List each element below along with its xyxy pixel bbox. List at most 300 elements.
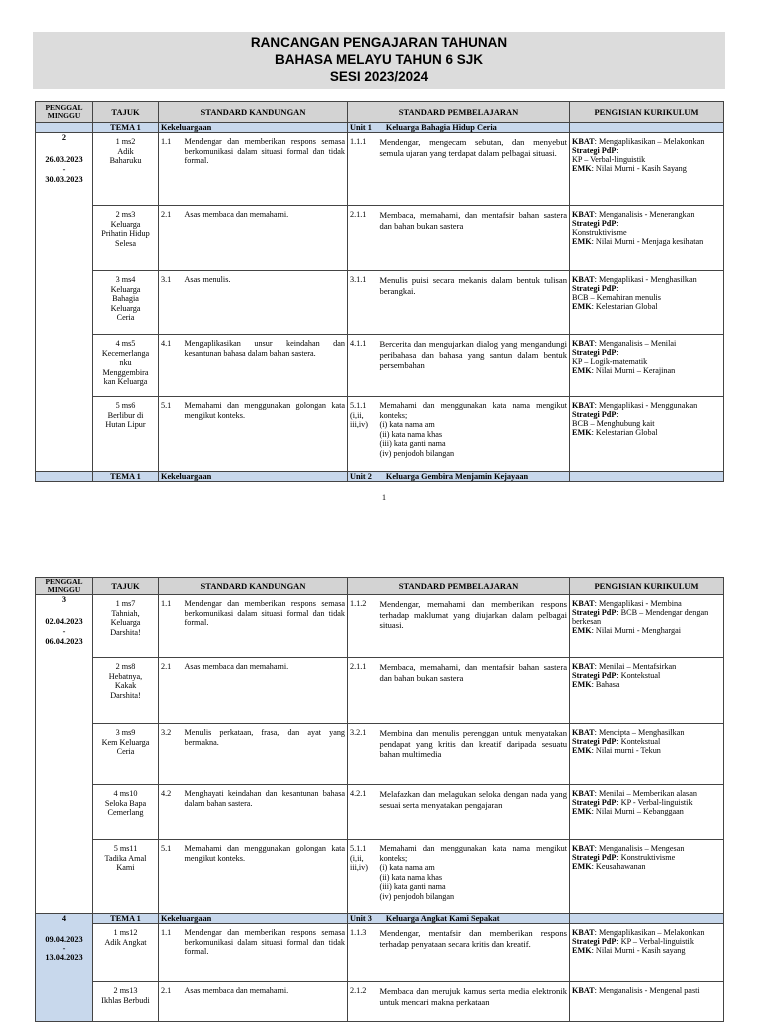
pk-line bbox=[572, 862, 721, 871]
col-header-sk: STANDARD KANDUNGAN bbox=[159, 102, 348, 123]
pk-value: : bbox=[616, 146, 619, 155]
tajuk-cell bbox=[93, 133, 159, 206]
sp-text bbox=[378, 785, 570, 840]
sk-text bbox=[183, 724, 348, 785]
pk-key: EMK bbox=[572, 626, 592, 635]
sk-number bbox=[159, 133, 183, 206]
text-line: 2.1.1 bbox=[350, 210, 367, 219]
pk-key: KBAT bbox=[572, 928, 595, 937]
pk-cell bbox=[570, 595, 724, 658]
pk-value: : KP – Verbal-linguistik bbox=[616, 937, 694, 946]
pk-cell bbox=[570, 397, 724, 472]
pk-key: Strategi PdP bbox=[572, 671, 617, 680]
pk-line bbox=[572, 789, 721, 798]
text-line: iii,iv) bbox=[350, 420, 368, 430]
text-line: Membaca dan merujuk kamus serta media elektronik untuk mencari makna perkataan bbox=[379, 986, 568, 1007]
sk-number bbox=[159, 206, 183, 271]
tema-label: TEMA 1 bbox=[93, 123, 159, 133]
text-line: (ii) kata nama khas bbox=[379, 429, 443, 439]
text-line: Hebatnya, bbox=[108, 671, 143, 681]
text-line: 5.1.1 bbox=[350, 844, 367, 853]
unit-label: Unit 1 bbox=[350, 123, 372, 132]
sp-number bbox=[348, 658, 378, 724]
pk-line bbox=[572, 146, 721, 155]
unit-cell bbox=[348, 123, 570, 133]
tema-name: Kekeluargaan bbox=[159, 472, 348, 482]
header-session: SESI 2023/2024 bbox=[329, 69, 429, 84]
text-line: 2.1.2 bbox=[350, 986, 367, 995]
pk-key: Strategi PdP bbox=[572, 608, 617, 617]
pk-key: EMK bbox=[572, 302, 592, 311]
sp-text bbox=[378, 206, 570, 271]
pk-value: : Menganalisis – Mengesan bbox=[594, 844, 685, 853]
pk-key: KBAT bbox=[572, 339, 595, 348]
lesson-row bbox=[36, 982, 724, 1022]
text-line: Prihatin Hidup bbox=[101, 229, 150, 239]
pk-value: : Menganalisis – Menilai bbox=[594, 339, 677, 348]
text-line: Memahami dan menggunakan golongan kata mengikut konteks. bbox=[184, 844, 346, 863]
text-line: 2.1.1 bbox=[350, 662, 367, 671]
text-line: Mendengar dan memberikan respons semasa berkomunikasi dalam situasi formal dan tidak formal. bbox=[184, 137, 346, 166]
sk-number bbox=[159, 271, 183, 335]
pk-line bbox=[572, 599, 721, 608]
text-line: Baharuku bbox=[109, 156, 142, 166]
sp-number bbox=[348, 397, 378, 472]
pk-value: : Mengaplikasi - Menghasilkan bbox=[594, 275, 697, 284]
text-line: 5 ms6 bbox=[115, 401, 136, 410]
sp-number bbox=[348, 595, 378, 658]
text-line: Menghayati keindahan dan kesantunan bahasa dalam bahan sastera. bbox=[184, 789, 346, 808]
text-line: Mendengar dan memberikan respons semasa berkomunikasi dalam situasi formal dan tidak formal. bbox=[184, 928, 346, 957]
text-line: (ii) kata nama khas bbox=[379, 872, 443, 882]
pk-value: Konstruktivisme bbox=[572, 228, 627, 237]
text-line: (i,ii, bbox=[350, 853, 364, 863]
pk-value: : bbox=[616, 284, 619, 293]
pk-line bbox=[572, 401, 721, 410]
pk-cell bbox=[570, 206, 724, 271]
pk-value: : Menganalisis - Mengenal pasti bbox=[594, 986, 700, 995]
pk-value: : Menilai – Mentafsirkan bbox=[594, 662, 677, 671]
col-header-minggu: PENGGAL MINGGU bbox=[36, 102, 93, 123]
week-end: 13.04.2023 bbox=[45, 953, 83, 962]
sk-text bbox=[183, 785, 348, 840]
sk-text bbox=[183, 397, 348, 472]
text-line: 2.1 bbox=[161, 210, 172, 219]
text-line: 1.1 bbox=[161, 599, 172, 608]
tajuk-cell bbox=[93, 206, 159, 271]
tema-blank bbox=[570, 914, 724, 924]
unit-name: Keluarga Angkat Kami Sepakat bbox=[385, 914, 500, 923]
tema-label: TEMA 1 bbox=[93, 472, 159, 482]
tema-name: Kekeluargaan bbox=[159, 914, 348, 924]
pk-value: KP – Logik-matematik bbox=[572, 357, 648, 366]
sp-text bbox=[378, 982, 570, 1022]
col-header-sk: STANDARD KANDUNGAN bbox=[159, 578, 348, 595]
week-sep: - bbox=[62, 627, 66, 636]
header-subject: BAHASA MELAYU TAHUN 6 SJK bbox=[274, 52, 484, 67]
text-line: 1.1.2 bbox=[350, 599, 367, 608]
sp-text bbox=[378, 335, 570, 397]
lesson-row bbox=[36, 397, 724, 472]
text-line: Mendengar, mengecam sebutan, dan menyebut semula ujaran yang terdapat dalam pelbagai situasi. bbox=[379, 137, 568, 158]
pk-line bbox=[572, 608, 721, 626]
col-header-tajuk: TAJUK bbox=[93, 578, 159, 595]
pk-line bbox=[572, 746, 721, 755]
text-line: kan Keluarga bbox=[103, 377, 148, 387]
sp-text bbox=[378, 724, 570, 785]
pk-line bbox=[572, 937, 721, 946]
text-line: Memahami dan menggunakan kata nama mengikut konteks; bbox=[379, 401, 568, 420]
pk-cell bbox=[570, 840, 724, 914]
sp-text bbox=[378, 397, 570, 472]
lesson-row bbox=[36, 335, 724, 397]
plan-table-page-2 bbox=[35, 577, 724, 1022]
pk-line bbox=[572, 219, 721, 228]
text-line: Tahniah, bbox=[111, 608, 140, 618]
pk-line bbox=[572, 366, 721, 375]
tajuk-cell bbox=[93, 595, 159, 658]
sk-number bbox=[159, 724, 183, 785]
sk-number bbox=[159, 924, 183, 982]
text-line: Hutan Lipur bbox=[105, 420, 146, 430]
text-line: Menulis puisi secara mekanis dalam bentuk tulisan berangkai. bbox=[379, 275, 568, 296]
pk-key: EMK bbox=[572, 746, 592, 755]
col-header-tajuk: TAJUK bbox=[93, 102, 159, 123]
text-line: (i,ii, bbox=[350, 410, 364, 420]
text-line: Berlibur di bbox=[107, 410, 144, 420]
text-line: Kem Keluarga bbox=[101, 737, 150, 747]
text-line: 3.2.1 bbox=[350, 728, 367, 737]
tema-label: TEMA 1 bbox=[93, 914, 159, 924]
pk-line bbox=[572, 164, 721, 173]
tema-blank bbox=[36, 472, 93, 482]
sp-number bbox=[348, 133, 378, 206]
pk-key: KBAT bbox=[572, 275, 595, 284]
pk-key: EMK bbox=[572, 428, 592, 437]
pk-value: : Nilai Murni – Kerajinan bbox=[591, 366, 676, 375]
text-line: Keluarga bbox=[110, 219, 141, 229]
text-line: Mendengar, mentafsir dan memberikan respons terhadap penyataan secara kritis dan kreatif. bbox=[379, 928, 568, 949]
tema-row bbox=[36, 472, 724, 482]
week-start: 02.04.2023 bbox=[45, 617, 83, 626]
sk-text bbox=[183, 924, 348, 982]
text-line: 5.1 bbox=[161, 844, 172, 853]
tema-name: Kekeluargaan bbox=[159, 123, 348, 133]
pk-value: : Nilai Murni – Kebanggaan bbox=[591, 807, 684, 816]
week-no: 2 bbox=[61, 133, 67, 142]
sp-number bbox=[348, 982, 378, 1022]
text-line: Ikhlas Berbudi bbox=[101, 995, 150, 1005]
pk-line bbox=[572, 293, 721, 302]
tajuk-cell bbox=[93, 982, 159, 1022]
pk-line bbox=[572, 946, 721, 955]
sp-text bbox=[378, 271, 570, 335]
tema-blank bbox=[570, 472, 724, 482]
week-no: 4 bbox=[61, 914, 67, 923]
pk-line bbox=[572, 671, 721, 680]
pk-line bbox=[572, 807, 721, 816]
pk-line bbox=[572, 155, 721, 164]
week-end: 06.04.2023 bbox=[45, 637, 83, 646]
sk-number bbox=[159, 595, 183, 658]
lesson-row bbox=[36, 595, 724, 658]
pk-line bbox=[572, 798, 721, 807]
week-end: 30.03.2023 bbox=[45, 175, 83, 184]
text-line: Adik bbox=[117, 146, 134, 156]
text-line: (iv) penjodoh bilangan bbox=[379, 891, 455, 901]
pk-key: Strategi PdP bbox=[572, 146, 617, 155]
text-line: Darshita! bbox=[110, 627, 141, 637]
pk-key: KBAT bbox=[572, 789, 595, 798]
sk-text bbox=[183, 133, 348, 206]
tajuk-cell bbox=[93, 924, 159, 982]
pk-value: : Nilai Murni - Kasih Sayang bbox=[591, 164, 687, 173]
tajuk-cell bbox=[93, 840, 159, 914]
text-line: Tadika Amal bbox=[104, 853, 147, 863]
pk-value: : Bahasa bbox=[591, 680, 620, 689]
sk-number bbox=[159, 658, 183, 724]
text-line: (iii) kata ganti nama bbox=[379, 882, 446, 892]
tema-row bbox=[36, 123, 724, 133]
pk-key: EMK bbox=[572, 946, 592, 955]
pk-cell bbox=[570, 924, 724, 982]
pk-value: : Nilai murni - Tekun bbox=[591, 746, 661, 755]
sp-text bbox=[378, 658, 570, 724]
text-line: Seloka Bapa bbox=[104, 798, 147, 808]
page-number: 1 bbox=[382, 493, 386, 502]
text-line: 1.1 bbox=[161, 928, 172, 937]
document-header bbox=[33, 32, 725, 89]
pk-value: : bbox=[616, 219, 619, 228]
pk-key: Strategi PdP bbox=[572, 798, 617, 807]
text-line: Adik Angkat bbox=[104, 937, 147, 947]
text-line: Asas membaca dan memahami. bbox=[184, 986, 289, 995]
pk-cell bbox=[570, 724, 724, 785]
pk-value: : Menganalisis - Menerangkan bbox=[594, 210, 695, 219]
pk-line bbox=[572, 357, 721, 366]
text-line: Cemerlang bbox=[107, 808, 144, 818]
col-header-sp: STANDARD PEMBELAJARAN bbox=[348, 102, 570, 123]
sk-number bbox=[159, 840, 183, 914]
pk-key: EMK bbox=[572, 237, 592, 246]
sk-number bbox=[159, 397, 183, 472]
text-line: 5.1.1 bbox=[350, 401, 367, 410]
sk-text bbox=[183, 982, 348, 1022]
sk-text bbox=[183, 658, 348, 724]
pk-line bbox=[572, 428, 721, 437]
sp-number bbox=[348, 724, 378, 785]
pk-value: : KP - Verbal-linguistik bbox=[616, 798, 693, 807]
text-line: 2.1 bbox=[161, 986, 172, 995]
pk-key: KBAT bbox=[572, 599, 595, 608]
text-line: 3.1 bbox=[161, 275, 172, 284]
pk-value: : Kelestarian Global bbox=[591, 302, 658, 311]
text-line: Keluarga bbox=[110, 618, 141, 628]
text-line: 1 ms2 bbox=[115, 137, 136, 146]
pk-value: : Kelestarian Global bbox=[591, 428, 658, 437]
sk-text bbox=[183, 271, 348, 335]
text-line: 5.1 bbox=[161, 401, 172, 410]
text-line: Menulis perkataan, frasa, dan ayat yang bermakna. bbox=[184, 728, 346, 747]
text-line: Membina dan menulis perenggan untuk menyatakan pendapat yang kritis dan kreatif daripada sesuatu bahan multimedia bbox=[379, 728, 568, 759]
week-start: 09.04.2023 bbox=[45, 935, 83, 944]
text-line: Melafazkan dan melagukan seloka dengan nada yang sesuai serta menyatakan pengajaran bbox=[379, 789, 568, 810]
pk-value: : Mengaplikasi - Menggunakan bbox=[594, 401, 698, 410]
sp-number bbox=[348, 206, 378, 271]
pk-key: KBAT bbox=[572, 210, 595, 219]
unit-label: Unit 3 bbox=[350, 914, 372, 923]
unit-label: Unit 2 bbox=[350, 472, 372, 481]
sp-text bbox=[378, 840, 570, 914]
pk-value: : Nilai Murni - Kasih sayang bbox=[591, 946, 686, 955]
lesson-row bbox=[36, 924, 724, 982]
lesson-row bbox=[36, 271, 724, 335]
pk-line bbox=[572, 626, 721, 635]
pk-cell bbox=[570, 335, 724, 397]
text-line: (i) kata nama am bbox=[379, 863, 435, 873]
week-no: 3 bbox=[61, 595, 67, 604]
pk-key: Strategi PdP bbox=[572, 737, 617, 746]
pk-key: Strategi PdP bbox=[572, 410, 617, 419]
text-line: Ceria bbox=[116, 313, 135, 323]
text-line: Memahami dan menggunakan kata nama mengikut konteks; bbox=[379, 844, 568, 863]
plan-table-page-1 bbox=[35, 101, 724, 482]
pk-cell bbox=[570, 658, 724, 724]
col-header-sp: STANDARD PEMBELAJARAN bbox=[348, 578, 570, 595]
text-line: 4.1 bbox=[161, 339, 172, 348]
pk-value: : Mengaplikasikan – Melakonkan bbox=[594, 928, 705, 937]
text-line: Kecemerlanga bbox=[101, 348, 150, 358]
pk-line bbox=[572, 237, 721, 246]
sk-text bbox=[183, 206, 348, 271]
pk-key: KBAT bbox=[572, 137, 595, 146]
sp-text bbox=[378, 924, 570, 982]
week-cell bbox=[36, 914, 93, 1022]
text-line: 1 ms7 bbox=[115, 599, 136, 608]
pk-value: : Mencipta – Menghasilkan bbox=[594, 728, 685, 737]
text-line: Asas membaca dan memahami. bbox=[184, 662, 289, 671]
text-line: Menggembira bbox=[102, 367, 149, 377]
text-line: Membaca, memahami, dan mentafsir bahan sastera dan bahan bukan sastera bbox=[379, 662, 568, 683]
pk-line bbox=[572, 284, 721, 293]
text-line: Mengaplikasikan unsur keindahan dan kesantunan bahasa dalam bahan sastera. bbox=[184, 339, 346, 358]
pk-line bbox=[572, 680, 721, 689]
pk-key: KBAT bbox=[572, 401, 595, 410]
sk-number bbox=[159, 982, 183, 1022]
pk-line bbox=[572, 844, 721, 853]
unit-name: Keluarga Bahagia Hidup Ceria bbox=[385, 123, 497, 132]
pk-key: EMK bbox=[572, 680, 592, 689]
tajuk-cell bbox=[93, 271, 159, 335]
text-line: 3.2 bbox=[161, 728, 172, 737]
text-line: 2 ms3 bbox=[115, 210, 136, 219]
pk-value: KP – Verbal-linguistik bbox=[572, 155, 646, 164]
pk-line bbox=[572, 410, 721, 419]
sk-text bbox=[183, 335, 348, 397]
pk-value: : Keusahawanan bbox=[591, 862, 646, 871]
text-line: (i) kata nama am bbox=[379, 420, 435, 430]
text-line: Bercerita dan mengujarkan dialog yang mengandungi peribahasa dan bahasa yang santun dalam bentuk persembahan bbox=[379, 339, 568, 370]
lesson-row bbox=[36, 206, 724, 271]
text-line: Mendengar dan memberikan respons semasa berkomunikasi dalam situasi formal dan tidak formal. bbox=[184, 599, 346, 628]
text-line: Kakak bbox=[114, 681, 137, 691]
text-line: 1 ms12 bbox=[113, 928, 138, 937]
text-line: Bahagia bbox=[112, 294, 139, 304]
pk-line bbox=[572, 210, 721, 219]
sp-text bbox=[378, 595, 570, 658]
pk-value: : Kontekstual bbox=[616, 737, 661, 746]
text-line: 4 ms10 bbox=[113, 789, 138, 798]
text-line: 1.1 bbox=[161, 137, 172, 146]
pk-key: EMK bbox=[572, 164, 592, 173]
lesson-row bbox=[36, 840, 724, 914]
tajuk-cell bbox=[93, 335, 159, 397]
sk-number bbox=[159, 785, 183, 840]
tema-blank bbox=[570, 123, 724, 133]
text-line: Asas membaca dan memahami. bbox=[184, 210, 289, 219]
header-title: RANCANGAN PENGAJARAN TAHUNAN bbox=[250, 35, 508, 50]
pk-line bbox=[572, 737, 721, 746]
text-line: Memahami dan menggunakan golongan kata mengikut konteks. bbox=[184, 401, 346, 420]
text-line: 3.1.1 bbox=[350, 275, 367, 284]
tajuk-cell bbox=[93, 658, 159, 724]
pk-line bbox=[572, 302, 721, 311]
pk-key: Strategi PdP bbox=[572, 284, 617, 293]
lesson-row bbox=[36, 658, 724, 724]
week-sep: - bbox=[62, 165, 66, 174]
pk-key: EMK bbox=[572, 862, 592, 871]
tema-row bbox=[36, 914, 724, 924]
pk-value: BCB – Menghubung kait bbox=[572, 419, 655, 428]
pk-value: : Mengaplikasi - Membina bbox=[594, 599, 682, 608]
text-line: 2 ms13 bbox=[113, 986, 138, 995]
unit-cell bbox=[348, 472, 570, 482]
text-line: 4.2 bbox=[161, 789, 172, 798]
pk-value: : BCB – Mendengar dengan berkesan bbox=[572, 608, 709, 626]
pk-value: : Nilai Murni - Menjaga kesihatan bbox=[591, 237, 704, 246]
week-cell bbox=[36, 133, 93, 472]
pk-cell bbox=[570, 133, 724, 206]
text-line: Ceria bbox=[116, 747, 135, 757]
pk-line bbox=[572, 228, 721, 237]
text-line: Membaca, memahami, dan mentafsir bahan sastera dan bahan bukan sastera bbox=[379, 210, 568, 231]
pk-key: KBAT bbox=[572, 986, 595, 995]
sk-number bbox=[159, 335, 183, 397]
text-line: 4.2.1 bbox=[350, 789, 367, 798]
pk-cell bbox=[570, 982, 724, 1022]
sk-text bbox=[183, 840, 348, 914]
sp-number bbox=[348, 924, 378, 982]
lesson-row bbox=[36, 785, 724, 840]
pk-key: EMK bbox=[572, 366, 592, 375]
text-line: Keluarga bbox=[110, 303, 141, 313]
text-line: 4 ms5 bbox=[115, 339, 136, 348]
week-sep: - bbox=[62, 944, 66, 953]
col-header-minggu: PENGGAL MINGGU bbox=[36, 578, 93, 595]
pk-line bbox=[572, 348, 721, 357]
text-line: 4.1.1 bbox=[350, 339, 367, 348]
pk-key: Strategi PdP bbox=[572, 937, 617, 946]
text-line: Mendengar, memahami dan memberikan respons terhadap maklumat yang diujarkan dalam pelbagai situasi. bbox=[379, 599, 568, 630]
pk-line bbox=[572, 137, 721, 146]
text-line: 3 ms9 bbox=[115, 728, 136, 737]
pk-line bbox=[572, 339, 721, 348]
pk-key: Strategi PdP bbox=[572, 219, 617, 228]
lesson-row bbox=[36, 133, 724, 206]
text-line: 1.1.1 bbox=[350, 137, 367, 146]
text-line: Kami bbox=[116, 863, 135, 873]
pk-key: Strategi PdP bbox=[572, 853, 617, 862]
